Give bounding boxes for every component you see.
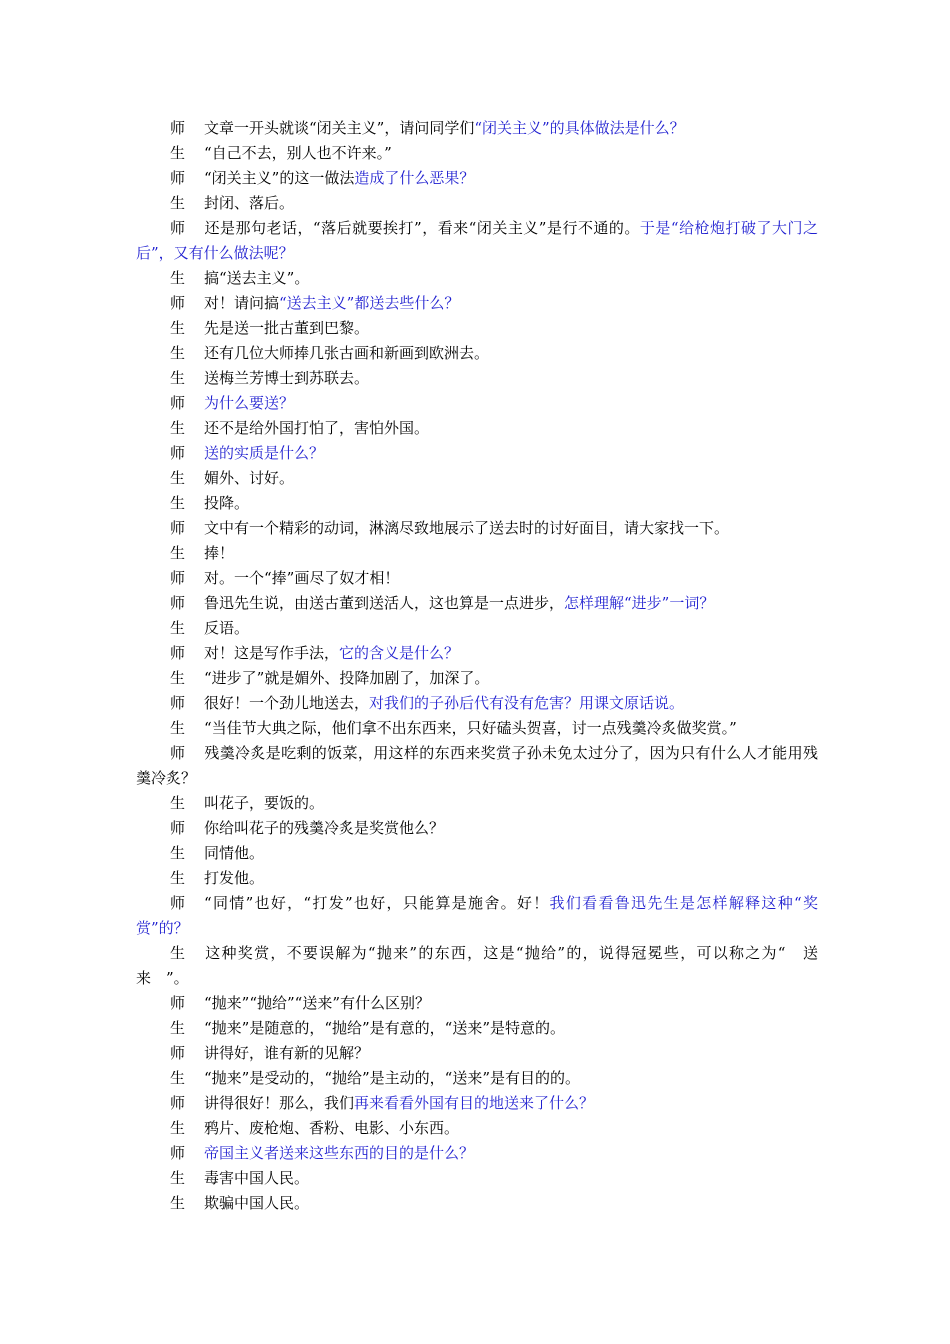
dialogue-line xyxy=(136,991,818,1016)
speaker-label: 生 xyxy=(170,794,186,812)
speaker-label: 生 xyxy=(170,544,186,562)
utterance-text: “抛来”“抛给”“送来”有什么区别？ xyxy=(204,994,431,1012)
utterance-text: 毒害中国人民。 xyxy=(204,1169,310,1187)
utterance-text: 送梅兰芳博士到苏联去。 xyxy=(204,369,370,387)
dialogue-line xyxy=(136,591,818,616)
dialogue-line xyxy=(136,316,818,341)
speaker-label: 生 xyxy=(170,344,186,362)
dialogue-line xyxy=(136,116,818,141)
dialogue-line xyxy=(136,516,818,541)
utterance-text: 这种奖赏，不要误解为“抛来”的东西，这是“抛给”的，说得冠冕些，可以称之为“ 送来 ”。 xyxy=(136,944,818,987)
utterance-text: 残羹冷炙是吃剩的饭菜，用这样的东西来奖赏子孙未免太过分了，因为只有什么人才能用残羹冷炙？ xyxy=(136,744,818,787)
dialogue-line xyxy=(136,141,818,166)
dialogue-line xyxy=(136,441,818,466)
utterance-text: 封闭、落后。 xyxy=(204,194,295,212)
speaker-label: 师 xyxy=(170,644,186,662)
dialogue-line xyxy=(136,266,818,291)
speaker-label: 生 xyxy=(170,1019,186,1037)
speaker-label: 生 xyxy=(170,719,186,737)
speaker-label: 师 xyxy=(170,569,186,587)
utterance-text: 还是那句老话，“落后就要挨打”，看来“闭关主义”是行不通的。 xyxy=(204,219,640,237)
dialogue-line xyxy=(136,741,818,791)
highlighted-question: 于是“给枪炮打破了大门之后”，又有什么做法呢？ xyxy=(136,219,818,262)
speaker-label: 师 xyxy=(170,169,186,187)
highlighted-question: 我们看看鲁迅先生是怎样解释这种“奖赏”的？ xyxy=(136,894,818,937)
dialogue-line xyxy=(136,1141,818,1166)
dialogue-line xyxy=(136,566,818,591)
speaker-label: 师 xyxy=(170,519,186,537)
dialogue-line xyxy=(136,816,818,841)
speaker-label: 师 xyxy=(170,394,186,412)
speaker-label: 生 xyxy=(170,269,186,287)
utterance-text: “抛来”是受动的，“抛给”是主动的，“送来”是有目的的。 xyxy=(204,1069,581,1087)
utterance-text: 鲁迅先生说，由送古董到送活人，这也算是一点进步， xyxy=(204,594,565,612)
dialogue-line xyxy=(136,391,818,416)
speaker-label: 师 xyxy=(170,1044,186,1062)
speaker-label: 师 xyxy=(170,819,186,837)
speaker-label: 生 xyxy=(170,1069,186,1087)
speaker-label: 师 xyxy=(170,744,186,762)
utterance-text: 欺骗中国人民。 xyxy=(204,1194,310,1212)
utterance-text: “抛来”是随意的，“抛给”是有意的，“送来”是特意的。 xyxy=(204,1019,566,1037)
utterance-text: “进步了”就是媚外、投降加剧了，加深了。 xyxy=(204,669,490,687)
speaker-label: 师 xyxy=(170,594,186,612)
speaker-label: 师 xyxy=(170,694,186,712)
dialogue-line xyxy=(136,541,818,566)
speaker-label: 生 xyxy=(170,369,186,387)
dialogue-line xyxy=(136,866,818,891)
speaker-label: 生 xyxy=(170,619,186,637)
speaker-label: 生 xyxy=(170,194,186,212)
speaker-label: 生 xyxy=(170,844,186,862)
utterance-text: 反语。 xyxy=(204,619,250,637)
speaker-label: 师 xyxy=(170,119,186,137)
speaker-label: 师 xyxy=(170,894,186,912)
utterance-text: 媚外、讨好。 xyxy=(204,469,295,487)
dialogue-line xyxy=(136,666,818,691)
dialogue-line xyxy=(136,341,818,366)
speaker-label: 生 xyxy=(170,869,186,887)
dialogue-line xyxy=(136,791,818,816)
highlighted-question: 怎样理解“进步”一词？ xyxy=(564,594,715,612)
speaker-label: 生 xyxy=(170,469,186,487)
dialogue-line xyxy=(136,1191,818,1216)
dialogue-line xyxy=(136,616,818,641)
highlighted-question: “送去主义”都送去些什么？ xyxy=(279,294,460,312)
utterance-text: 还有几位大师捧几张古画和新画到欧洲去。 xyxy=(204,344,490,362)
speaker-label: 生 xyxy=(170,669,186,687)
utterance-text: 投降。 xyxy=(204,494,250,512)
utterance-text: “自己不去，别人也不许来。” xyxy=(204,144,392,162)
speaker-label: 生 xyxy=(170,144,186,162)
utterance-text: 对！这是写作手法， xyxy=(204,644,340,662)
highlighted-question: 对我们的子孙后代有没有危害？用课文原话说。 xyxy=(369,694,685,712)
utterance-text: 很好！一个劲儿地送去， xyxy=(204,694,370,712)
utterance-text: 鸦片、废枪炮、香粉、电影、小东西。 xyxy=(204,1119,460,1137)
dialogue-line xyxy=(136,1091,818,1116)
dialogue-line xyxy=(136,416,818,441)
utterance-text: 文中有一个精彩的动词，淋漓尽致地展示了送去时的讨好面目，请大家找一下。 xyxy=(204,519,730,537)
highlighted-question: 为什么要送？ xyxy=(204,394,295,412)
utterance-text: 对。一个“捧”画尽了奴才相！ xyxy=(204,569,400,587)
utterance-text: 你给叫花子的残羹冷炙是奖赏他么？ xyxy=(204,819,445,837)
speaker-label: 师 xyxy=(170,994,186,1012)
utterance-text: 还不是给外国打怕了，害怕外国。 xyxy=(204,419,430,437)
highlighted-question: “闭关主义”的具体做法是什么？ xyxy=(474,119,685,137)
utterance-text: 叫花子，要饭的。 xyxy=(204,794,325,812)
dialogue-line xyxy=(136,191,818,216)
speaker-label: 生 xyxy=(170,419,186,437)
dialogue-transcript xyxy=(136,116,818,1216)
utterance-text: 打发他。 xyxy=(204,869,265,887)
dialogue-line xyxy=(136,491,818,516)
dialogue-line xyxy=(136,1041,818,1066)
dialogue-line xyxy=(136,1016,818,1041)
utterance-text: “同情”也好，“打发”也好，只能算是施舍。好！ xyxy=(204,894,550,912)
utterance-text: 同情他。 xyxy=(204,844,265,862)
dialogue-line xyxy=(136,841,818,866)
highlighted-question: 再来看看外国有目的地送来了什么？ xyxy=(354,1094,595,1112)
utterance-text: 文章一开头就谈“闭关主义”，请问同学们 xyxy=(204,119,475,137)
speaker-label: 师 xyxy=(170,294,186,312)
speaker-label: 师 xyxy=(170,1144,186,1162)
speaker-label: 生 xyxy=(170,319,186,337)
utterance-text: 对！请问搞 xyxy=(204,294,280,312)
dialogue-line xyxy=(136,941,818,991)
utterance-text: 搞“送去主义”。 xyxy=(204,269,310,287)
utterance-text: 先是送一批古董到巴黎。 xyxy=(204,319,370,337)
dialogue-line xyxy=(136,1066,818,1091)
utterance-text: 讲得好，谁有新的见解？ xyxy=(204,1044,370,1062)
highlighted-question: 送的实质是什么？ xyxy=(204,444,325,462)
dialogue-line xyxy=(136,291,818,316)
utterance-text: 捧！ xyxy=(204,544,235,562)
speaker-label: 生 xyxy=(170,1119,186,1137)
speaker-label: 师 xyxy=(170,1094,186,1112)
dialogue-line xyxy=(136,716,818,741)
dialogue-line xyxy=(136,891,818,941)
dialogue-line xyxy=(136,216,818,266)
speaker-label: 生 xyxy=(170,944,186,962)
speaker-label: 生 xyxy=(170,1194,186,1212)
utterance-text: “闭关主义”的这一做法 xyxy=(204,169,355,187)
dialogue-line xyxy=(136,641,818,666)
dialogue-line xyxy=(136,166,818,191)
highlighted-question: 帝国主义者送来这些东西的目的是什么？ xyxy=(204,1144,475,1162)
dialogue-line xyxy=(136,1116,818,1141)
speaker-label: 师 xyxy=(170,444,186,462)
utterance-text: 讲得很好！那么，我们 xyxy=(204,1094,355,1112)
highlighted-question: 造成了什么恶果？ xyxy=(354,169,475,187)
dialogue-line xyxy=(136,1166,818,1191)
highlighted-question: 它的含义是什么？ xyxy=(339,644,460,662)
dialogue-line xyxy=(136,366,818,391)
speaker-label: 生 xyxy=(170,494,186,512)
utterance-text: “当佳节大典之际，他们拿不出东西来，只好磕头贺喜，讨一点残羹冷炙做奖赏。” xyxy=(204,719,737,737)
speaker-label: 师 xyxy=(170,219,186,237)
speaker-label: 生 xyxy=(170,1169,186,1187)
dialogue-line xyxy=(136,466,818,491)
dialogue-line xyxy=(136,691,818,716)
